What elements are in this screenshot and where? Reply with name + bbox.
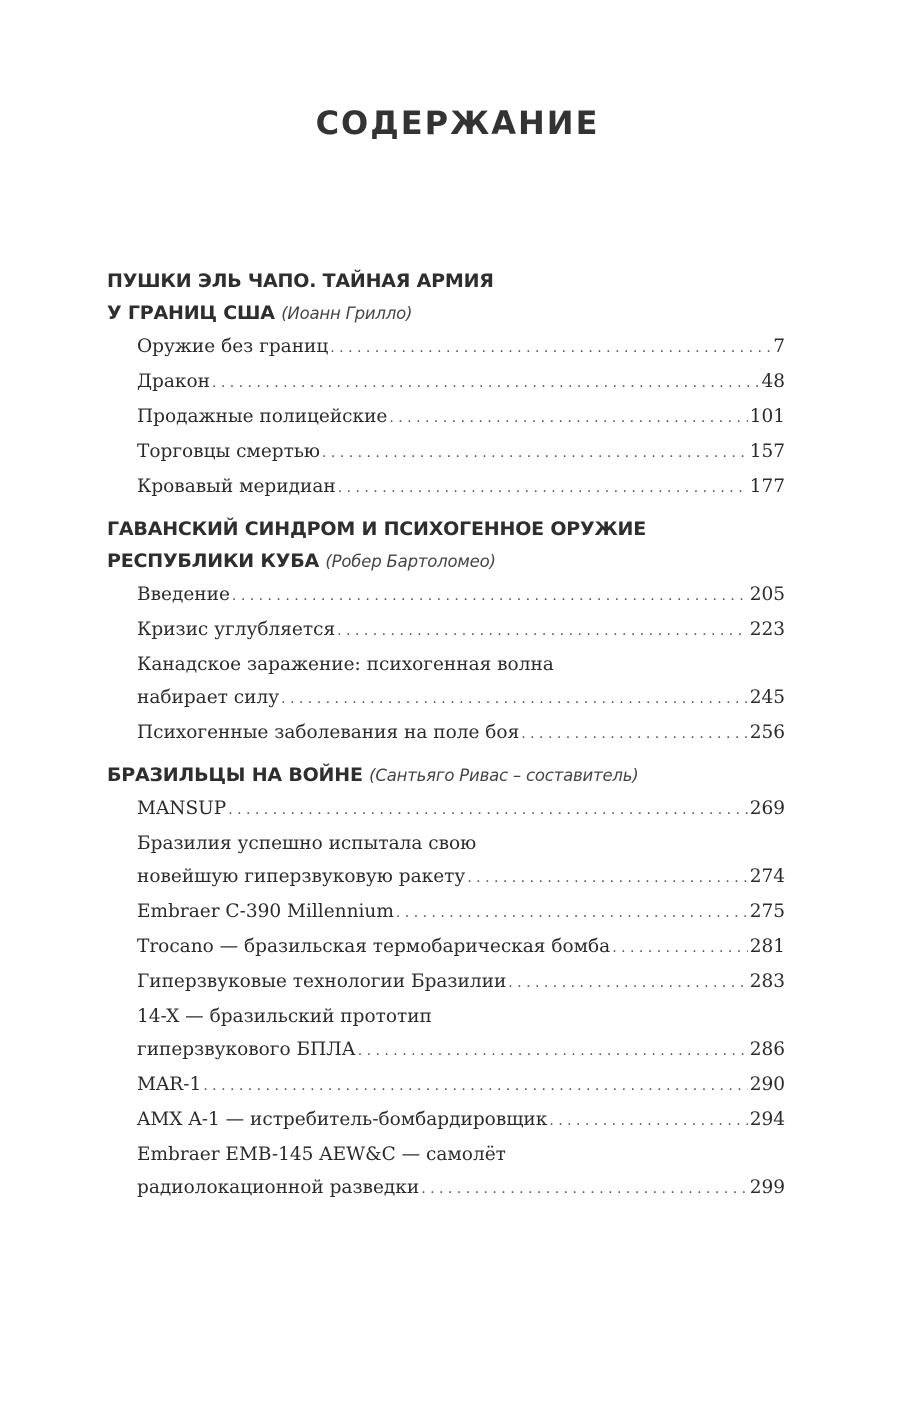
dot-leader: [281, 681, 748, 716]
dot-leader: [396, 895, 748, 930]
dot-leader: [338, 470, 748, 505]
page-number: 223: [749, 619, 785, 640]
dot-leader: [508, 965, 747, 1000]
toc-entry[interactable]: [137, 792, 785, 827]
section-heading-text: ПУШКИ ЭЛЬ ЧАПО. ТАЙНАЯ АРМИЯ: [107, 270, 494, 292]
entry-title: Бразилия успешно испытала свою: [137, 833, 477, 854]
toc-section: [107, 265, 785, 505]
entry-title: AMX A-1 — истребитель-бомбардировщик: [137, 1109, 548, 1130]
section-heading-line: [107, 513, 785, 545]
page-number: 7: [773, 336, 785, 357]
entry-title: Торговцы смертью: [137, 441, 321, 462]
page-number: 281: [749, 936, 785, 957]
entry-title: Введение: [137, 584, 230, 605]
entry-title: Кризис углубляется: [137, 619, 336, 640]
entry-title: Embraer C-390 Millennium: [137, 901, 394, 922]
section-heading-text: РЕСПУБЛИКИ КУБА: [107, 550, 319, 572]
toc-entry[interactable]: [137, 930, 785, 965]
page-number: 256: [749, 722, 785, 743]
dot-leader: [228, 792, 747, 827]
page-number: 205: [749, 584, 785, 605]
dot-leader: [549, 1103, 747, 1138]
toc-entry[interactable]: [137, 1000, 785, 1068]
toc-entry[interactable]: [137, 648, 785, 716]
section-heading-line: [107, 545, 785, 578]
page-title: СОДЕРЖАНИЕ: [315, 104, 600, 142]
toc-entry[interactable]: [137, 578, 785, 613]
entry-title: радиолокационной разведки: [137, 1177, 420, 1198]
page-number: 101: [749, 406, 785, 427]
section-author: (Иоанн Грилло): [281, 304, 413, 323]
page-number: 245: [749, 687, 785, 708]
entry-title: Дракон: [137, 371, 210, 392]
entry-title: Trocano — бразильская термобарическая бомба: [137, 936, 611, 957]
section-heading-text: БРАЗИЛЬЦЫ НА ВОЙНЕ: [107, 764, 363, 786]
page-number: 269: [749, 798, 785, 819]
toc-entry[interactable]: [137, 1068, 785, 1103]
section-heading-text: ГАВАНСКИЙ СИНДРОМ И ПСИХОГЕННОЕ ОРУЖИЕ: [107, 518, 647, 540]
page-number: 286: [749, 1039, 785, 1060]
page-number: 177: [749, 476, 785, 497]
page-number: 274: [749, 866, 785, 887]
toc-entry[interactable]: [137, 400, 785, 435]
table-of-contents: [107, 265, 785, 1214]
toc-section: [107, 513, 785, 751]
page-number: 283: [749, 971, 785, 992]
dot-leader: [521, 716, 747, 751]
dot-leader: [358, 1033, 748, 1068]
page-number: 48: [761, 371, 785, 392]
dot-leader: [212, 365, 760, 400]
entry-title: Оружие без границ: [137, 336, 329, 357]
page-number: 299: [749, 1177, 785, 1198]
page-number: 157: [749, 441, 785, 462]
toc-section: [107, 759, 785, 1206]
entry-title: Кровавый меридиан: [137, 476, 336, 497]
toc-entry[interactable]: [137, 330, 785, 365]
dot-leader: [330, 330, 771, 365]
toc-entry[interactable]: [137, 470, 785, 505]
section-heading-line: [107, 265, 785, 297]
dot-leader: [203, 1068, 747, 1103]
entry-title: новейшую гиперзвуковую ракету: [137, 866, 466, 887]
dot-leader: [322, 435, 748, 470]
entry-title: гиперзвукового БПЛА: [137, 1039, 356, 1060]
toc-entry[interactable]: [137, 1103, 785, 1138]
toc-entry[interactable]: [137, 965, 785, 1000]
toc-entry[interactable]: [137, 827, 785, 895]
section-heading-line: [107, 297, 785, 330]
entry-title: MAR-1: [137, 1074, 202, 1095]
toc-entry[interactable]: [137, 435, 785, 470]
entry-title: Продажные полицейские: [137, 406, 388, 427]
toc-entry[interactable]: [137, 1138, 785, 1206]
entry-title: набирает силу: [137, 687, 280, 708]
dot-leader: [421, 1171, 747, 1206]
entry-title: Канадское заражение: психогенная волна: [137, 654, 554, 675]
entry-title: MANSUP: [137, 798, 227, 819]
entry-title: Психогенные заболевания на поле боя: [137, 722, 520, 743]
section-author: (Сантьяго Ривас – составитель): [369, 766, 639, 785]
section-author: (Робер Бартоломео): [325, 552, 496, 571]
toc-entry[interactable]: [137, 716, 785, 751]
toc-entry[interactable]: [137, 613, 785, 648]
toc-entry[interactable]: [137, 365, 785, 400]
toc-entry[interactable]: [137, 895, 785, 930]
dot-leader: [232, 578, 748, 613]
section-heading-line: [107, 759, 785, 792]
dot-leader: [612, 930, 747, 965]
page-number: 294: [749, 1109, 785, 1130]
entry-title: Гиперзвуковые технологии Бразилии: [137, 971, 507, 992]
entry-title: Embraer EMB-145 AEW&C — самолёт: [137, 1144, 506, 1165]
dot-leader: [337, 613, 748, 648]
dot-leader: [467, 860, 747, 895]
page-number: 275: [749, 901, 785, 922]
entry-title: 14-X — бразильский прототип: [137, 1006, 432, 1027]
section-heading-text: У ГРАНИЦ США: [107, 302, 275, 324]
page-number: 290: [749, 1074, 785, 1095]
dot-leader: [389, 400, 747, 435]
